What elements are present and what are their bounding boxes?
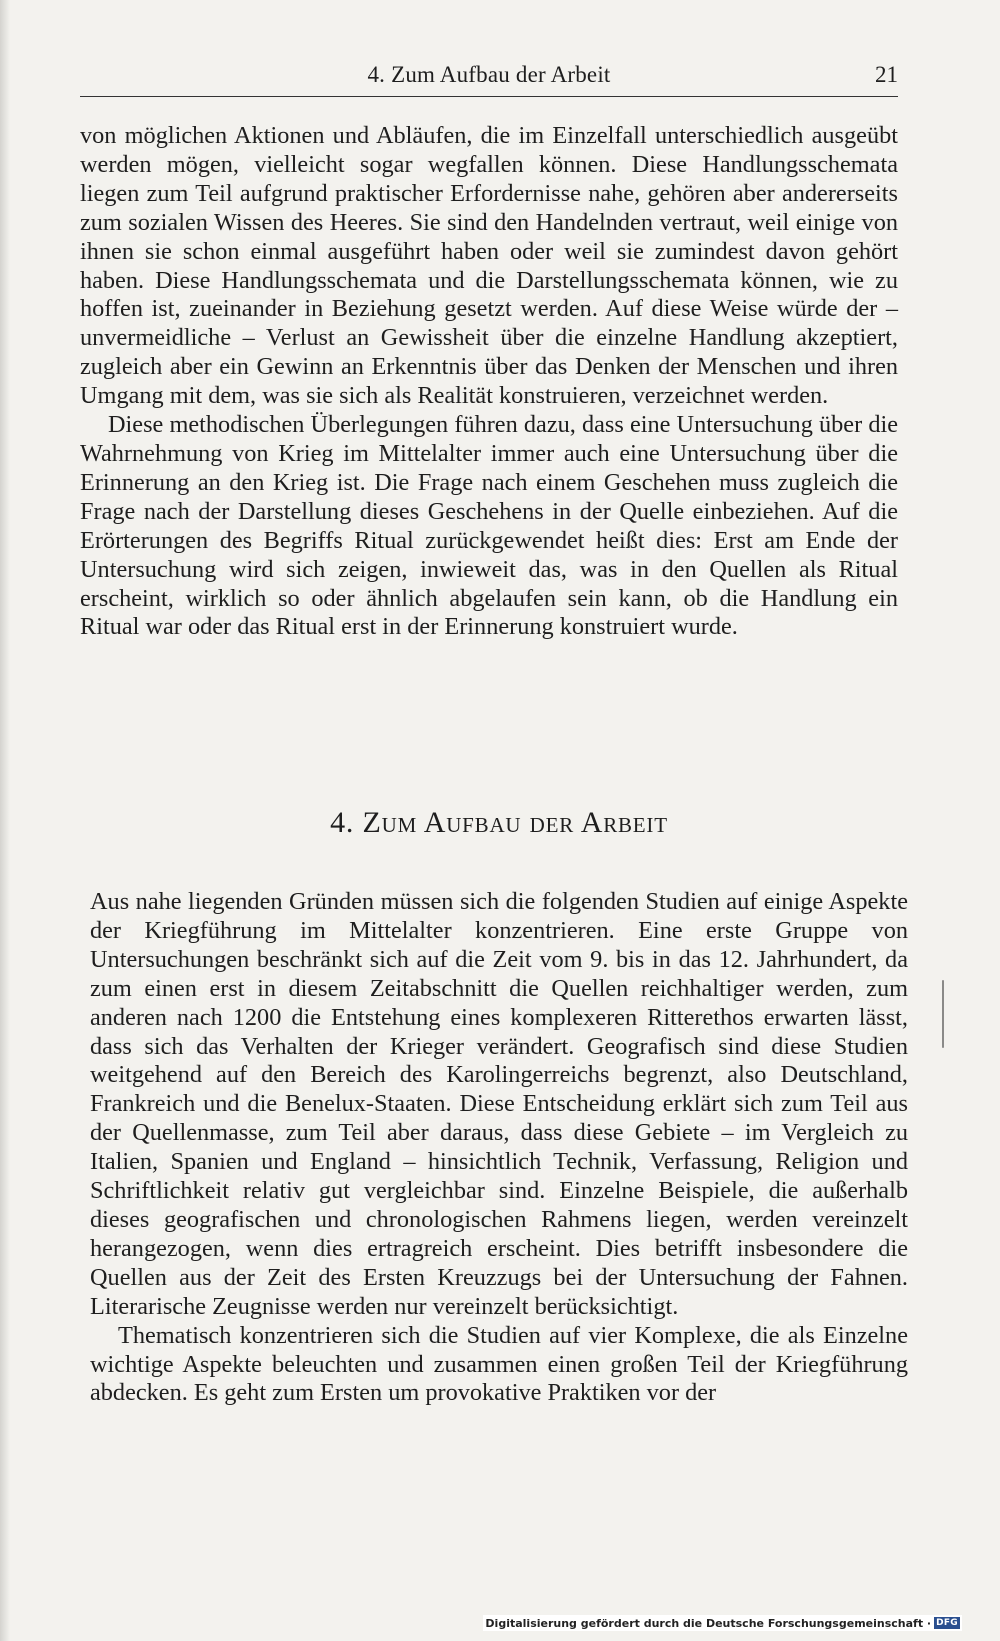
body-text-bottom — [90, 888, 908, 1408]
dfg-logo: DFG — [936, 1618, 958, 1628]
page-number: 21 — [875, 62, 898, 87]
digitization-note: Digitalisierung gefördert durch die Deutsche Forschungsgemeinschaft · — [485, 1616, 932, 1630]
page-edge-shadow — [0, 0, 10, 1641]
body-text-top — [80, 122, 898, 642]
paragraph: Aus nahe liegenden Gründen müssen sich die folgenden Studien auf einige Aspekte der Kriegführung im Mittelalter konzentrieren. Eine erste Gruppe von Untersuchungen beschränkt sich auf die Zeit vom 9. bis in das 12. Jahrhundert, da zum einen erst in diesem Zeitabschnitt die Quellen reichhaltiger werden, zum anderen nach 1200 die Entstehung eines komplexeren Ritterethos erwarten lässt, dass sich das Verhalten der Krieger verändert. Geografisch sind diese Studien weitgehend auf den Bereich des Karolingerreichs begrenzt, also Deutschland, Frankreich und die Benelux-Staaten. Diese Entscheidung erklärt sich zum Teil aus der Quellenmasse, zum Teil aber daraus, dass diese Gebiete – im Vergleich zu Italien, Spanien und England – hinsichtlich Technik, Verfassung, Religion und Schriftlichkeit relativ gut vergleichbar sind. Einzelne Beispiele, die außerhalb dieses geografischen und chronologischen Rahmens liegen, werden vereinzelt herangezogen, wenn dies ertragreich erscheint. Dies betrifft insbesondere die Quellen aus der Zeit des Ersten Kreuzzugs bei der Untersuchung der Fahnen. Literarische Zeugnisse werden nur vereinzelt berücksichtigt. — [90, 888, 908, 1320]
margin-mark — [942, 980, 944, 1048]
paragraph: Diese methodischen Überlegungen führen dazu, dass eine Untersuchung über die Wahrnehmung von Krieg im Mittelalter immer auch eine Untersuchung über die Erinnerung an den Krieg ist. Die Frage nach einem Geschehen muss zugleich die Frage nach der Darstellung dieses Geschehens in der Quelle einbeziehen. Auf die Erörterungen des Begriffs Ritual zurückgewendet heißt dies: Erst am Ende der Untersuchung wird sich zeigen, inwieweit das, was in den Quellen als Ritual erscheint, wirklich so oder ähnlich abgelaufen sein kann, ob die Handlung ein Ritual war oder das Ritual erst in der Erinnerung konstruiert wurde. — [80, 411, 898, 641]
paragraph: von möglichen Aktionen und Abläufen, die im Einzelfall unterschiedlich ausgeübt werden mögen, vielleicht sogar wegfallen können. Diese Handlungsschemata liegen zum Teil aufgrund praktischer Erfordernisse nahe, gehören aber andererseits zum sozialen Wissen des Heeres. Sie sind den Handelnden vertraut, weil einige von ihnen sie schon einmal ausgeführt haben oder weil sie zumindest davon gehört haben. Diese Handlungsschemata und die Darstellungsschemata können, wie zu hoffen ist, zueinander in Beziehung gesetzt werden. Auf diese Weise würde der – unvermeidliche – Verlust an Gewissheit über die einzelne Handlung akzeptiert, zugleich aber ein Gewinn an Erkenntnis über das Denken der Menschen und ihren Umgang mit dem, was sie sich als Realität konstruieren, verzeichnet werden. — [80, 122, 898, 410]
digitization-footer — [483, 1615, 962, 1631]
paragraph: Thematisch konzentrieren sich die Studien auf vier Komplexe, die als Einzelne wichtige Aspekte beleuchten und zusammen einen großen Teil der Kriegführung abdecken. Es geht zum Ersten um provokative Praktiken vor der — [90, 1321, 908, 1407]
running-title: 4. Zum Aufbau der Arbeit — [367, 62, 611, 87]
running-header — [80, 62, 898, 97]
section-heading: 4. Zum Aufbau der Arbeit — [330, 806, 668, 839]
